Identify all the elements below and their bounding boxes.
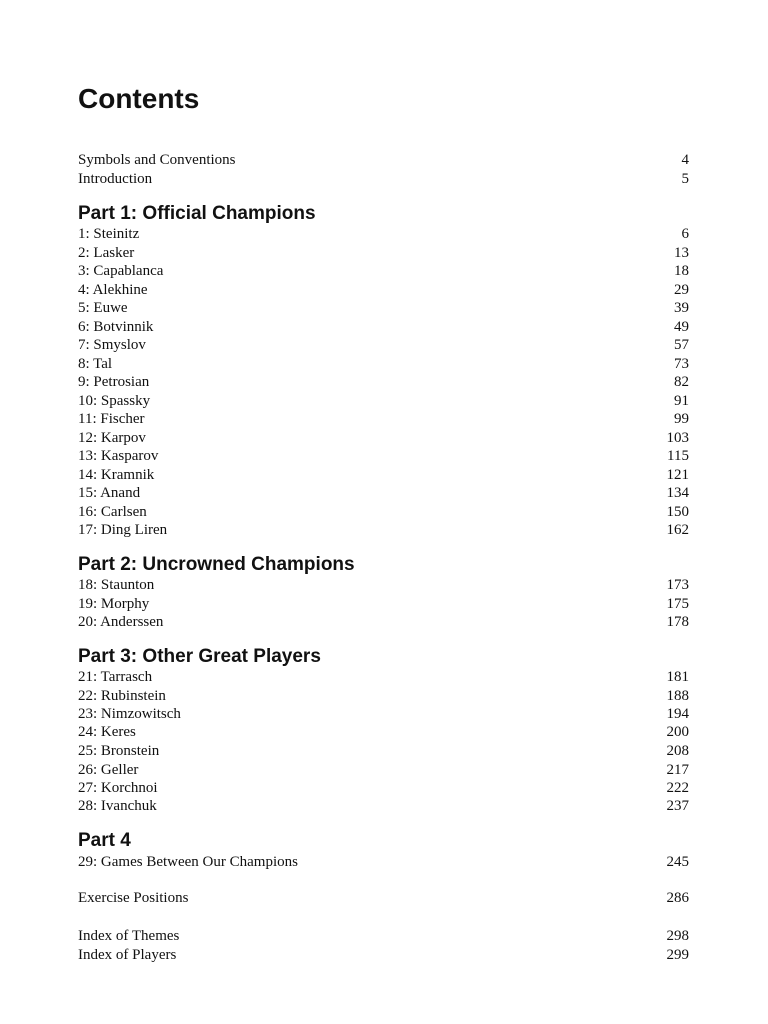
toc-entry[interactable] bbox=[78, 761, 689, 779]
toc-entry[interactable] bbox=[78, 927, 689, 945]
part-heading: Part 2: Uncrowned Champions bbox=[78, 554, 355, 575]
toc-entry-label: 18: Staunton bbox=[78, 577, 155, 593]
toc-entry[interactable] bbox=[78, 503, 689, 521]
toc-entry[interactable] bbox=[78, 244, 689, 262]
toc-entry-page: 188 bbox=[666, 687, 689, 704]
toc-entry-label: 13: Kasparov bbox=[78, 448, 159, 464]
toc-entry[interactable] bbox=[78, 521, 689, 539]
toc-entry-label: 17: Ding Liren bbox=[78, 522, 168, 538]
toc-entry-page: 82 bbox=[674, 374, 689, 390]
toc-entry-page: 115 bbox=[667, 448, 689, 464]
toc-entry[interactable] bbox=[78, 705, 689, 723]
toc-entry-label: 24: Keres bbox=[78, 724, 136, 740]
toc-entry-page: 134 bbox=[666, 485, 689, 501]
toc-entry-page: 286 bbox=[666, 890, 689, 906]
toc-entry[interactable] bbox=[78, 742, 689, 760]
toc-entry-page: 200 bbox=[666, 724, 689, 740]
toc-entry-page: 57 bbox=[674, 337, 689, 353]
toc-entry[interactable] bbox=[78, 946, 689, 964]
toc-entry-label: 3: Capablanca bbox=[78, 263, 164, 279]
toc-entry-page: 91 bbox=[674, 392, 689, 409]
toc-entry-label: 5: Euwe bbox=[78, 300, 128, 316]
toc-entry-page: 175 bbox=[666, 595, 689, 612]
toc-entry-label: 26: Geller bbox=[78, 761, 139, 778]
toc-entry-label: 15: Anand bbox=[78, 485, 141, 501]
toc-entry-page: 245 bbox=[666, 854, 689, 870]
toc-entry-page: 178 bbox=[666, 614, 689, 630]
toc-entry[interactable] bbox=[78, 668, 689, 686]
toc-entry[interactable] bbox=[78, 225, 689, 243]
toc-entry-label: 7: Smyslov bbox=[78, 337, 146, 353]
toc-entry-label: 6: Botvinnik bbox=[78, 318, 154, 335]
toc-entry[interactable] bbox=[78, 151, 689, 169]
toc-entry-page: 5 bbox=[681, 171, 689, 187]
toc-entry-label: 4: Alekhine bbox=[78, 281, 148, 298]
toc-entry-label: 10: Spassky bbox=[78, 392, 151, 409]
toc-entry[interactable] bbox=[78, 779, 689, 797]
toc-entry-label: 16: Carlsen bbox=[78, 503, 147, 520]
toc-entry-page: 103 bbox=[666, 429, 689, 446]
toc-entry[interactable] bbox=[78, 484, 689, 502]
toc-entry-page: 99 bbox=[674, 411, 689, 427]
toc-entry-label: Exercise Positions bbox=[78, 890, 189, 906]
toc-entry-label: 11: Fischer bbox=[78, 411, 145, 427]
toc-entry[interactable] bbox=[78, 318, 689, 336]
toc-entry[interactable] bbox=[78, 392, 689, 410]
toc-entry[interactable] bbox=[78, 336, 689, 354]
toc-entry[interactable] bbox=[78, 576, 689, 594]
toc-entry-label: 1: Steinitz bbox=[78, 226, 140, 242]
toc-entry-page: 39 bbox=[674, 300, 689, 316]
toc-entry-label: Index of Themes bbox=[78, 928, 180, 944]
toc-entry[interactable] bbox=[78, 687, 689, 705]
toc-entry[interactable] bbox=[78, 355, 689, 373]
toc-entry-page: 237 bbox=[666, 798, 689, 814]
toc-entry-page: 208 bbox=[666, 743, 689, 759]
toc-entry-label: Symbols and Conventions bbox=[78, 152, 236, 168]
toc-entry-page: 18 bbox=[674, 263, 689, 279]
toc-entry[interactable] bbox=[78, 170, 689, 188]
toc-entry-page: 73 bbox=[674, 355, 689, 372]
toc-entry[interactable] bbox=[78, 262, 689, 280]
toc-entry[interactable] bbox=[78, 281, 689, 299]
toc-entry[interactable] bbox=[78, 889, 689, 907]
toc-entry-page: 173 bbox=[666, 577, 689, 593]
toc-entry[interactable] bbox=[78, 853, 689, 871]
toc-entry-page: 121 bbox=[666, 466, 689, 483]
part-heading: Part 4 bbox=[78, 830, 131, 851]
toc-entry-label: 8: Tal bbox=[78, 355, 113, 372]
toc-entry-page: 29 bbox=[674, 281, 689, 298]
toc-entry-label: 12: Karpov bbox=[78, 429, 146, 446]
toc-entry[interactable] bbox=[78, 447, 689, 465]
toc-entry-label: 29: Games Between Our Champions bbox=[78, 854, 298, 870]
toc-entry-label: 20: Anderssen bbox=[78, 614, 164, 630]
toc-entry[interactable] bbox=[78, 429, 689, 447]
toc-entry[interactable] bbox=[78, 613, 689, 631]
toc-entry-page: 222 bbox=[666, 780, 689, 796]
toc-entry-label: 25: Bronstein bbox=[78, 743, 160, 759]
part-heading: Part 3: Other Great Players bbox=[78, 646, 321, 667]
toc-entry[interactable] bbox=[78, 466, 689, 484]
toc-entry-label: 21: Tarrasch bbox=[78, 669, 153, 685]
toc-entry-label: 2: Lasker bbox=[78, 244, 135, 261]
toc-entry-page: 162 bbox=[666, 522, 689, 538]
toc-entry[interactable] bbox=[78, 595, 689, 613]
toc-entry-label: Introduction bbox=[78, 171, 153, 187]
toc-entry-label: 27: Korchnoi bbox=[78, 780, 158, 796]
toc-entry-label: 14: Kramnik bbox=[78, 466, 155, 483]
toc-entry-label: Index of Players bbox=[78, 946, 177, 963]
toc-entry-page: 13 bbox=[674, 244, 689, 261]
toc-entry-page: 181 bbox=[666, 669, 689, 685]
toc-entry[interactable] bbox=[78, 797, 689, 815]
toc-entry-page: 49 bbox=[674, 318, 689, 335]
toc-entry-page: 194 bbox=[666, 706, 689, 722]
part-heading: Part 1: Official Champions bbox=[78, 203, 316, 224]
toc-entry-label: 19: Morphy bbox=[78, 595, 150, 612]
toc-entry-label: 28: Ivanchuk bbox=[78, 798, 157, 814]
toc-entry-label: 22: Rubinstein bbox=[78, 687, 166, 704]
toc-entry-page: 4 bbox=[681, 152, 689, 168]
toc-entry-page: 299 bbox=[666, 946, 689, 963]
toc-entry[interactable] bbox=[78, 373, 689, 391]
toc-entry-page: 298 bbox=[666, 928, 689, 944]
toc-entry[interactable] bbox=[78, 410, 689, 428]
page-title: Contents bbox=[78, 83, 200, 114]
toc-entry-page: 6 bbox=[681, 226, 689, 242]
toc-entry[interactable] bbox=[78, 299, 689, 317]
toc-entry[interactable] bbox=[78, 723, 689, 741]
toc-entry-label: 23: Nimzowitsch bbox=[78, 706, 181, 722]
toc-entry-page: 217 bbox=[666, 761, 689, 778]
toc-entry-label: 9: Petrosian bbox=[78, 374, 150, 390]
toc-entry-page: 150 bbox=[666, 503, 689, 520]
